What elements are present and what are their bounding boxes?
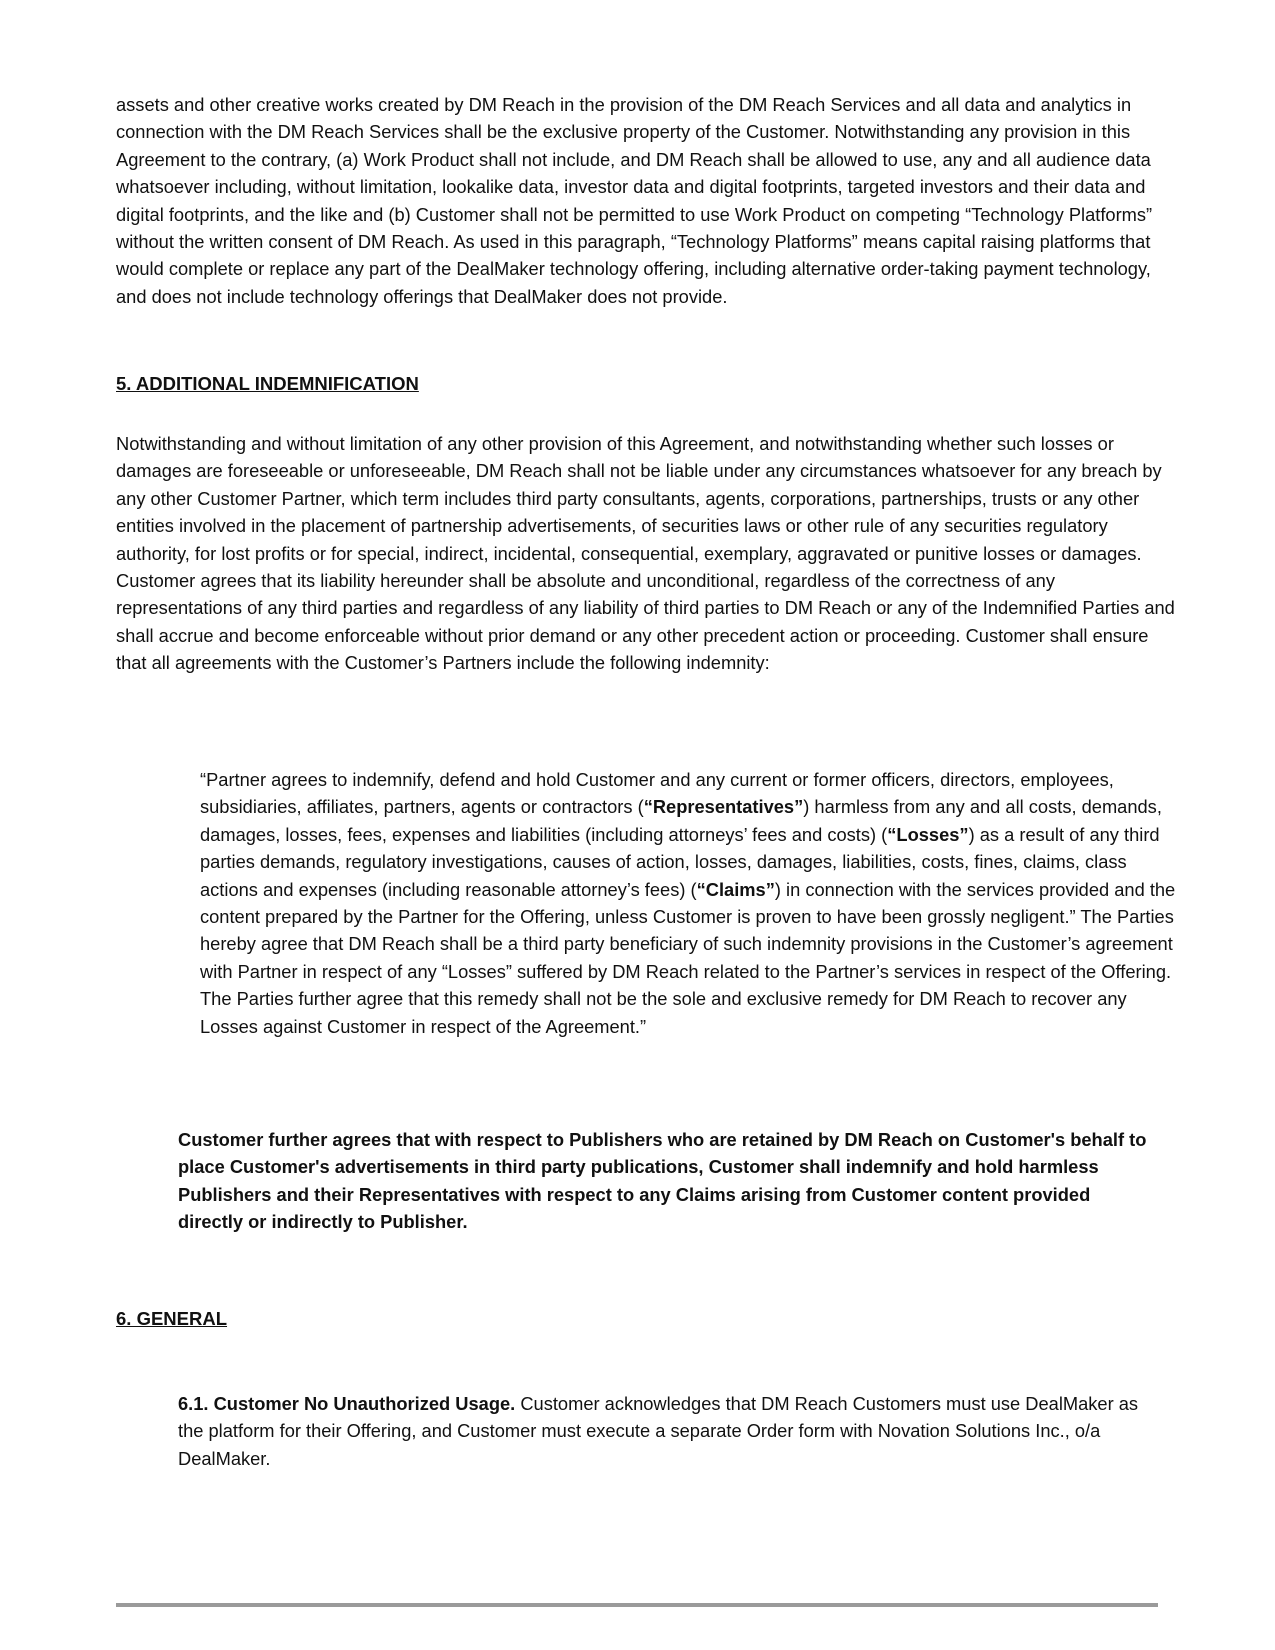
section-5-heading: 5. ADDITIONAL INDEMNIFICATION bbox=[116, 373, 419, 394]
section-6-1-paragraph bbox=[178, 1390, 1158, 1472]
quote-text-part-1: “Partner agrees to indemnify, defend and hold Customer and any current or former officers, directors, employees, subsidiaries, affiliates, partners, agents or contractors ( bbox=[200, 769, 1114, 818]
partner-indemnity-quote bbox=[200, 766, 1185, 1040]
defined-term-claims: “Claims” bbox=[696, 878, 775, 900]
defined-term-representatives: “Representatives” bbox=[643, 796, 804, 818]
section-5-paragraph: Notwithstanding and without limitation of any other provision of this Agreement, and notwithstanding whether such losses or damages are foreseeable or unforeseeable, DM Reach shall not be liable under any circumstances whatsoever for any breach by any other Customer Partner, which term includes third party consultants, agents, corporations, partnerships, trusts or any other entities involved in the placement of partnership advertisements, of securities laws or other rule of any securities regulatory authority, for lost profits or for special, indirect, incidental, consequential, exemplary, aggravated or punitive losses or damages. Customer agrees that its liability hereunder shall be absolute and unconditional, regardless of the correctness of any representations of any third parties and regardless of any liability of third parties to DM Reach or any of the Indemnified Parties and shall accrue and become enforceable without prior demand or any other precedent action or proceeding. Customer shall ensure that all agreements with the Customer’s Partners include the following indemnity: bbox=[116, 433, 1175, 674]
defined-term-losses: “Losses” bbox=[887, 823, 969, 845]
section-6-1-title: 6.1. Customer No Unauthorized Usage. bbox=[178, 1393, 516, 1414]
quote-text-part-2: ) harmless from any and all costs, demands, damages, losses, fees, expenses and liabilities (including attorneys’ fees and costs) ( bbox=[200, 796, 1162, 845]
section-6-1-text: Customer acknowledges that DM Reach Customers must use DealMaker as the platform for their Offering, and Customer must execute a separate Order form with Novation Solutions Inc., o/a DealMaker. bbox=[178, 1393, 1139, 1469]
section-4-continuation-paragraph: assets and other creative works created by DM Reach in the provision of the DM Reach Services and all data and analytics in connection with the DM Reach Services shall be the exclusive property of the Customer. Notwithstanding any provision in this Agreement to the contrary, (a) Work Product shall not include, and DM Reach shall be allowed to use, any and all audience data whatsoever including, without limitation, lookalike data, investor data and digital footprints, targeted investors and their data and digital footprints, and the like and (b) Customer shall not be permitted to use Work Product on competing “Technology Platforms” without the written consent of DM Reach. As used in this paragraph, “Technology Platforms” means capital raising platforms that would complete or replace any part of the DealMaker technology offering, including alternative order-taking payment technology, and does not include technology offerings that DealMaker does not provide. bbox=[116, 94, 1153, 307]
section-6-heading: 6. GENERAL bbox=[116, 1308, 228, 1329]
quote-text-part-4: ) in connection with the services provided and the content prepared by the Partner for the Offering, unless Customer is proven to have been grossly negligent.” The Parties hereby agree that DM Reach shall be a third party beneficiary of such indemnity provisions in the Customer’s agreement with Partner in respect of any “Losses” suffered by DM Reach related to the Partner’s services in respect of the Offering. The Parties further agree that this remedy shall not be the sole and exclusive remedy for DM Reach to recover any Losses against Customer in respect of the Agreement.” bbox=[200, 878, 1176, 1037]
publisher-indemnity-paragraph: Customer further agrees that with respect to Publishers who are retained by DM Reach on Customer's behalf to place Customer's advertisements in third party publications, Customer shall indemnify and hold harmless Publishers and their Representatives with respect to any Claims arising from Customer content provided directly or indirectly to Publisher. bbox=[178, 1129, 1147, 1233]
footer-divider bbox=[116, 1603, 1158, 1607]
quote-text-part-3: ) as a result of any third parties demands, regulatory investigations, causes of action, losses, damages, liabilities, costs, fines, claims, class actions and expenses (including reasonable attorney’s fees) ( bbox=[200, 823, 1160, 900]
